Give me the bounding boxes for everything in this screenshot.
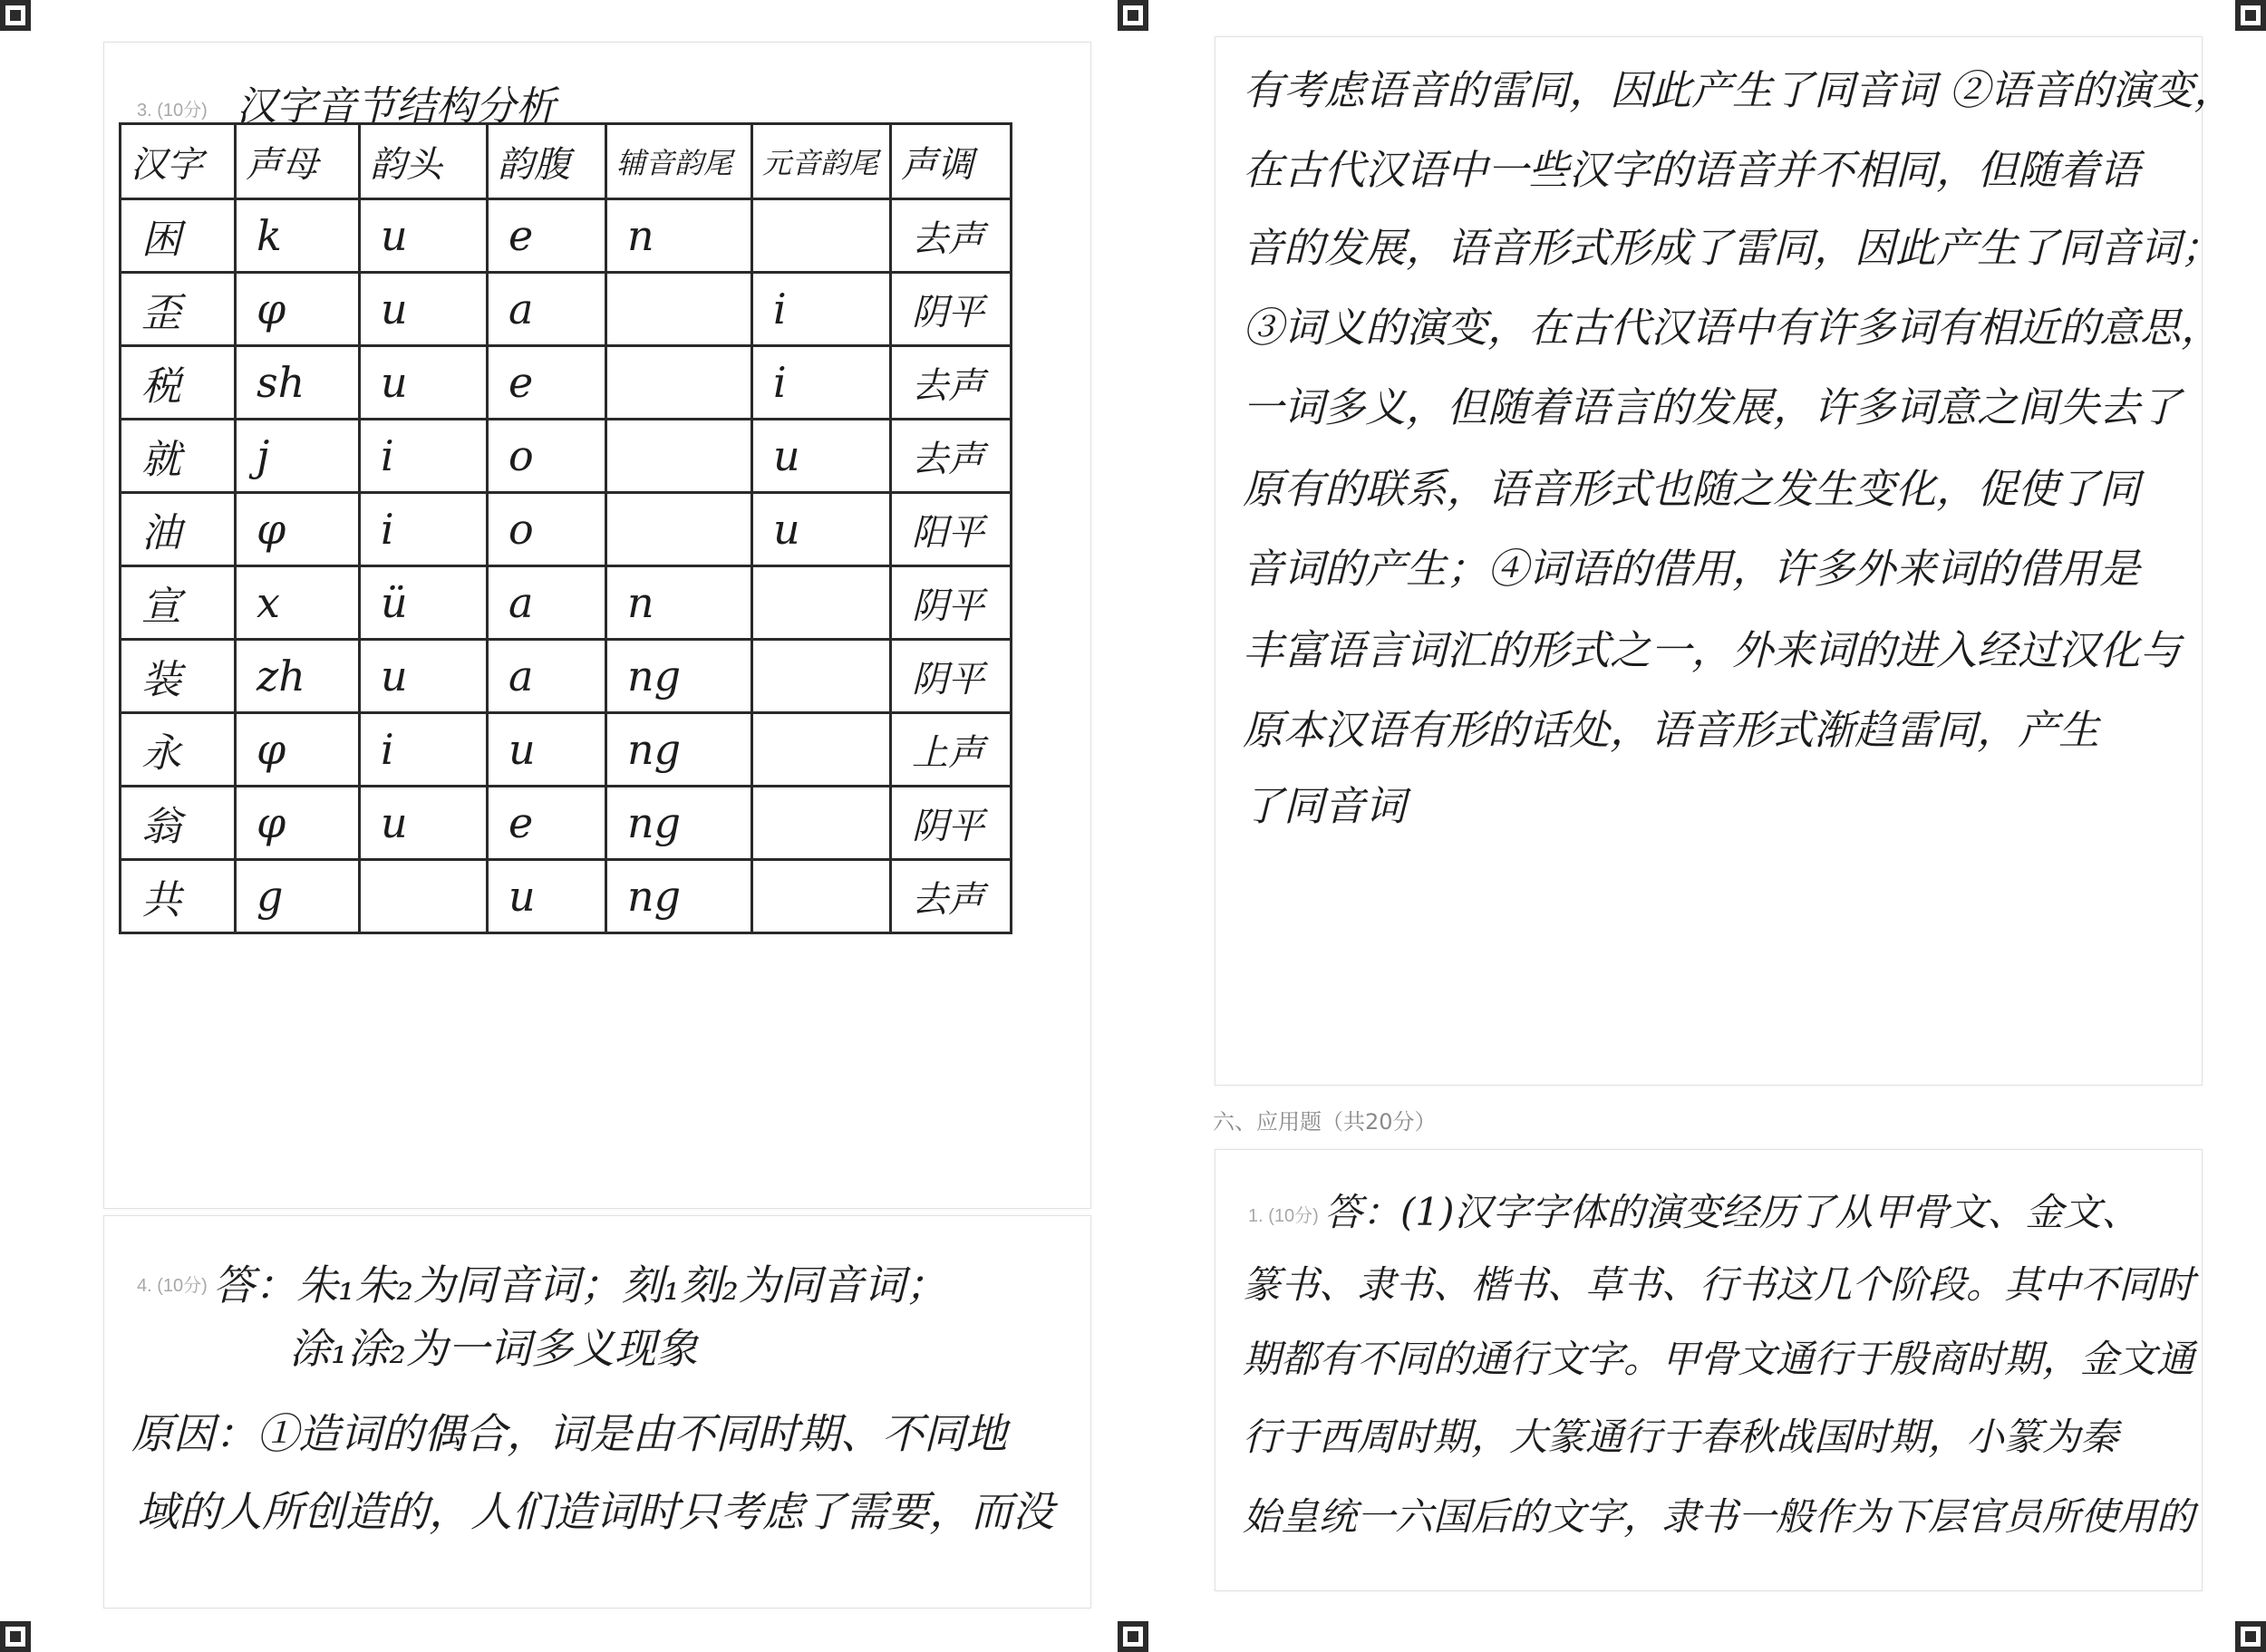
cell-hanzi: 油 (121, 493, 236, 566)
q1-line-1: 答：(1)汉字字体的演变经历了从甲骨文、金文、 (1324, 1190, 2140, 1234)
cell-vowel-coda (752, 787, 891, 860)
cell-consonant-coda: n (606, 199, 752, 273)
registration-marker-top-left (0, 0, 31, 31)
cell-initial: φ (236, 787, 360, 860)
cont-line-10: 了同音词 (1243, 782, 1407, 830)
cell-medial: u (360, 787, 488, 860)
cell-initial: sh (236, 346, 360, 420)
cell-consonant-coda (606, 420, 752, 493)
cell-tone: 阴平 (891, 566, 1012, 640)
header-consonant-coda: 辅音韵尾 (606, 124, 752, 199)
cell-consonant-coda (606, 346, 752, 420)
q1-answer-card (1215, 1149, 2203, 1591)
cell-medial (360, 860, 488, 933)
cell-vowel-coda: u (752, 420, 891, 493)
cell-medial: i (360, 493, 488, 566)
cell-tone: 去声 (891, 420, 1012, 493)
q4-line-1: 答：朱₁朱₂为同音词；刻₁刻₂为同音词； (213, 1261, 947, 1309)
q4-answer-card (103, 1215, 1091, 1609)
cont-line-2: 在古代汉语中一些汉字的语音并不相同，但随着语 (1243, 146, 2141, 194)
registration-marker-top-right (2235, 0, 2266, 31)
cell-initial: g (236, 860, 360, 933)
cell-medial: ü (360, 566, 488, 640)
cell-tone: 阴平 (891, 640, 1012, 713)
q4-line-2: 涂₁涂₂为一词多义现象 (289, 1324, 698, 1373)
cell-vowel-coda: i (752, 346, 891, 420)
syllable-structure-table (119, 122, 1012, 934)
cont-line-5: 一词多义，但随着语言的发展，许多词意之间失去了 (1243, 383, 2182, 431)
cell-consonant-coda: ng (606, 640, 752, 713)
cell-nucleus: a (488, 640, 606, 713)
cell-nucleus: u (488, 713, 606, 787)
table-row (121, 640, 1012, 713)
table-row (121, 787, 1012, 860)
cell-vowel-coda (752, 713, 891, 787)
cell-tone: 阳平 (891, 493, 1012, 566)
q3-number: 3. (10分) (137, 101, 208, 121)
q1-number: 1. (10分) (1248, 1206, 1319, 1226)
q1-line-3: 期都有不同的通行文字。甲骨文通行于殷商时期，金文通 (1243, 1337, 2195, 1381)
header-nucleus: 韵腹 (488, 124, 606, 199)
table-header-row (121, 124, 1012, 199)
q1-line-5: 始皇统一六国后的文字，隶书一般作为下层官员所使用的 (1243, 1494, 2195, 1539)
table-row (121, 199, 1012, 273)
q4-line-4: 域的人所创造的，人们造词时只考虑了需要，而没 (137, 1487, 1054, 1536)
cont-line-8: 丰富语言词汇的形式之一，外来词的进入经过汉化与 (1243, 626, 2182, 674)
cell-hanzi: 永 (121, 713, 236, 787)
cell-consonant-coda (606, 273, 752, 346)
cell-initial: φ (236, 273, 360, 346)
cell-consonant-coda: ng (606, 713, 752, 787)
cont-line-4: ③词义的演变，在古代汉语中有许多词有相近的意思， (1243, 304, 2222, 352)
cell-tone: 阴平 (891, 273, 1012, 346)
header-hanzi: 汉字 (121, 124, 236, 199)
cell-hanzi: 装 (121, 640, 236, 713)
cell-hanzi: 困 (121, 199, 236, 273)
cell-medial: u (360, 199, 488, 273)
cell-vowel-coda (752, 566, 891, 640)
cell-medial: u (360, 640, 488, 713)
cell-initial: k (236, 199, 360, 273)
registration-marker-bottom-right (2235, 1621, 2266, 1652)
q3-title: 汉字音节结构分析 (237, 83, 556, 130)
table-row (121, 420, 1012, 493)
cell-hanzi: 就 (121, 420, 236, 493)
cell-tone: 去声 (891, 199, 1012, 273)
header-initial: 声母 (236, 124, 360, 199)
cell-nucleus: e (488, 787, 606, 860)
registration-marker-bottom-left (0, 1621, 31, 1652)
header-tone: 声调 (891, 124, 1012, 199)
q4-line-3: 原因：①造词的偶合，词是由不同时期、不同地 (131, 1409, 1007, 1458)
cell-hanzi: 税 (121, 346, 236, 420)
cell-medial: i (360, 420, 488, 493)
table-row (121, 346, 1012, 420)
cell-hanzi: 共 (121, 860, 236, 933)
cell-initial: j (236, 420, 360, 493)
cell-initial: φ (236, 493, 360, 566)
table-row (121, 713, 1012, 787)
q4-number: 4. (10分) (137, 1276, 208, 1296)
cell-tone: 去声 (891, 346, 1012, 420)
q1-line-2: 篆书、隶书、楷书、草书、行书这几个阶段。其中不同时 (1243, 1262, 2195, 1307)
header-medial: 韵头 (360, 124, 488, 199)
cell-consonant-coda: n (606, 566, 752, 640)
cell-vowel-coda (752, 199, 891, 273)
cell-medial: i (360, 713, 488, 787)
registration-marker-bottom-center (1118, 1621, 1148, 1652)
q3-answer-card (103, 42, 1091, 1209)
cell-nucleus: u (488, 860, 606, 933)
section-6-title: 六、应用题（共20分） (1213, 1109, 1437, 1135)
cell-nucleus: o (488, 420, 606, 493)
cell-consonant-coda: ng (606, 787, 752, 860)
cont-line-7: 音词的产生；④词语的借用，许多外来词的借用是 (1243, 545, 2141, 593)
q4-continuation-card (1215, 36, 2235, 1086)
cont-line-9: 原本汉语有形的话处，语音形式渐趋雷同，产生 (1243, 706, 2100, 754)
cell-initial: zh (236, 640, 360, 713)
cell-tone: 去声 (891, 860, 1012, 933)
q1-line-4: 行于西周时期，大篆通行于春秋战国时期，小篆为秦 (1243, 1415, 2119, 1459)
cell-vowel-coda: i (752, 273, 891, 346)
cell-nucleus: e (488, 346, 606, 420)
cell-medial: u (360, 273, 488, 346)
cell-consonant-coda: ng (606, 860, 752, 933)
cell-vowel-coda: u (752, 493, 891, 566)
cell-tone: 上声 (891, 713, 1012, 787)
cell-nucleus: o (488, 493, 606, 566)
header-vowel-coda: 元音韵尾 (752, 124, 891, 199)
cell-nucleus: e (488, 199, 606, 273)
cont-line-3: 音的发展，语音形式形成了雷同，因此产生了同音词； (1243, 224, 2222, 272)
table-row (121, 566, 1012, 640)
cell-hanzi: 歪 (121, 273, 236, 346)
table-row (121, 860, 1012, 933)
table-row (121, 493, 1012, 566)
cell-hanzi: 宣 (121, 566, 236, 640)
cell-hanzi: 翁 (121, 787, 236, 860)
cell-tone: 阴平 (891, 787, 1012, 860)
cont-line-6: 原有的联系，语音形式也随之发生变化，促使了同 (1243, 465, 2141, 513)
cell-initial: φ (236, 713, 360, 787)
cell-nucleus: a (488, 273, 606, 346)
cell-medial: u (360, 346, 488, 420)
cell-vowel-coda (752, 640, 891, 713)
table-row (121, 273, 1012, 346)
registration-marker-top-center (1118, 0, 1148, 31)
cell-consonant-coda (606, 493, 752, 566)
cell-nucleus: a (488, 566, 606, 640)
cell-vowel-coda (752, 860, 891, 933)
cell-initial: x (236, 566, 360, 640)
cont-line-1: 有考虑语音的雷同，因此产生了同音词 ②语音的演变， (1243, 66, 2235, 114)
